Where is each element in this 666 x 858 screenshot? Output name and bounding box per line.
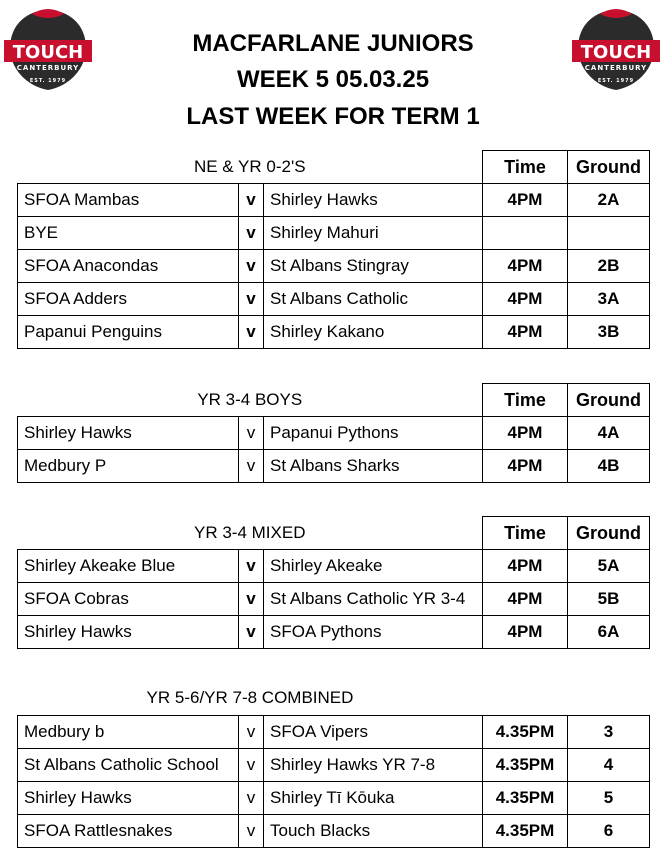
table-row	[18, 716, 650, 749]
game-time	[483, 217, 568, 250]
versus: v	[239, 616, 264, 649]
away-team: Shirley Akeake	[264, 550, 483, 583]
game-time: 4PM	[483, 250, 568, 283]
table-row	[18, 749, 650, 782]
away-team: Touch Blacks	[264, 815, 483, 848]
game-time: 4.35PM	[483, 815, 568, 848]
game-ground: 5B	[568, 583, 650, 616]
away-team: St Albans Catholic	[264, 283, 483, 316]
division-heading: YR 5-6/YR 7-8 COMBINED	[146, 688, 354, 707]
versus: v	[239, 217, 264, 250]
svg-text:CANTERBURY: CANTERBURY	[584, 64, 648, 72]
away-team: Shirley Mahuri	[264, 217, 483, 250]
home-team: SFOA Cobras	[18, 583, 239, 616]
away-team: Shirley Hawks	[264, 184, 483, 217]
home-team: SFOA Adders	[18, 283, 239, 316]
ground-header: Ground	[568, 384, 650, 417]
away-team: St Albans Catholic YR 3-4	[264, 583, 483, 616]
time-header: Time	[483, 384, 568, 417]
division-table-yr3-4-mixed	[17, 516, 650, 649]
home-team: Medbury P	[18, 450, 239, 483]
game-time: 4PM	[483, 184, 568, 217]
division-table-ne-yr0-2	[17, 150, 650, 349]
game-ground: 6A	[568, 616, 650, 649]
game-ground: 2B	[568, 250, 650, 283]
home-team: SFOA Anacondas	[18, 250, 239, 283]
home-team: Papanui Penguins	[18, 316, 239, 349]
versus: v	[239, 316, 264, 349]
home-team: Shirley Akeake Blue	[18, 550, 239, 583]
table-row	[18, 417, 650, 450]
home-team: SFOA Rattlesnakes	[18, 815, 239, 848]
division-table-yr3-4-boys	[17, 383, 650, 483]
away-team: SFOA Vipers	[264, 716, 483, 749]
svg-text:TOUCH: TOUCH	[580, 42, 652, 63]
game-ground: 3B	[568, 316, 650, 349]
table-row	[18, 550, 650, 583]
title-week: WEEK 5 05.03.25	[236, 66, 430, 93]
away-team: Shirley Hawks YR 7-8	[264, 749, 483, 782]
title-term-note: LAST WEEK FOR TERM 1	[186, 103, 480, 130]
game-ground: 6	[568, 815, 650, 848]
home-team: St Albans Catholic School	[18, 749, 239, 782]
versus: v	[239, 815, 264, 848]
versus: v	[239, 450, 264, 483]
versus: v	[239, 583, 264, 616]
home-team: Shirley Hawks	[18, 616, 239, 649]
touch-canterbury-logo-right	[570, 6, 662, 94]
versus: v	[239, 283, 264, 316]
table-row	[18, 450, 650, 483]
table-row	[18, 815, 650, 848]
division-table-yr5-8-combined	[17, 715, 650, 848]
versus: v	[239, 716, 264, 749]
touch-canterbury-logo-left	[2, 6, 94, 94]
home-team: SFOA Mambas	[18, 184, 239, 217]
game-ground: 4	[568, 749, 650, 782]
division-heading: YR 3-4 MIXED	[18, 517, 483, 550]
versus: v	[239, 782, 264, 815]
game-time: 4PM	[483, 283, 568, 316]
game-time: 4PM	[483, 616, 568, 649]
ground-header: Ground	[568, 517, 650, 550]
svg-text:TOUCH: TOUCH	[12, 42, 84, 63]
versus: v	[239, 184, 264, 217]
versus: v	[239, 749, 264, 782]
game-ground: 5	[568, 782, 650, 815]
svg-text:EST. 1979: EST. 1979	[597, 78, 635, 84]
versus: v	[239, 550, 264, 583]
game-time: 4.35PM	[483, 782, 568, 815]
game-ground: 5A	[568, 550, 650, 583]
division-heading: NE & YR 0-2'S	[18, 151, 483, 184]
game-ground: 4B	[568, 450, 650, 483]
away-team: St Albans Stingray	[264, 250, 483, 283]
home-team: Shirley Hawks	[18, 782, 239, 815]
game-time: 4.35PM	[483, 716, 568, 749]
table-row	[18, 184, 650, 217]
home-team: Medbury b	[18, 716, 239, 749]
away-team: St Albans Sharks	[264, 450, 483, 483]
table-row	[18, 217, 650, 250]
game-time: 4PM	[483, 316, 568, 349]
title-competition: MACFARLANE JUNIORS	[192, 30, 474, 57]
table-row	[18, 583, 650, 616]
away-team: SFOA Pythons	[264, 616, 483, 649]
away-team: Shirley Kakano	[264, 316, 483, 349]
svg-text:EST. 1979: EST. 1979	[29, 78, 67, 84]
ground-header: Ground	[568, 151, 650, 184]
table-row	[18, 283, 650, 316]
game-ground: 3A	[568, 283, 650, 316]
game-time: 4.35PM	[483, 749, 568, 782]
svg-text:CANTERBURY: CANTERBURY	[16, 64, 80, 72]
game-ground: 2A	[568, 184, 650, 217]
game-time: 4PM	[483, 550, 568, 583]
versus: v	[239, 250, 264, 283]
division-heading: YR 3-4 BOYS	[18, 384, 483, 417]
time-header: Time	[483, 517, 568, 550]
home-team: BYE	[18, 217, 239, 250]
time-header: Time	[483, 151, 568, 184]
game-ground	[568, 217, 650, 250]
home-team: Shirley Hawks	[18, 417, 239, 450]
away-team: Shirley Tī Kōuka	[264, 782, 483, 815]
game-time: 4PM	[483, 583, 568, 616]
table-row	[18, 616, 650, 649]
versus: v	[239, 417, 264, 450]
table-row	[18, 782, 650, 815]
away-team: Papanui Pythons	[264, 417, 483, 450]
table-row	[18, 316, 650, 349]
game-time: 4PM	[483, 450, 568, 483]
table-row	[18, 250, 650, 283]
game-ground: 4A	[568, 417, 650, 450]
game-ground: 3	[568, 716, 650, 749]
game-time: 4PM	[483, 417, 568, 450]
